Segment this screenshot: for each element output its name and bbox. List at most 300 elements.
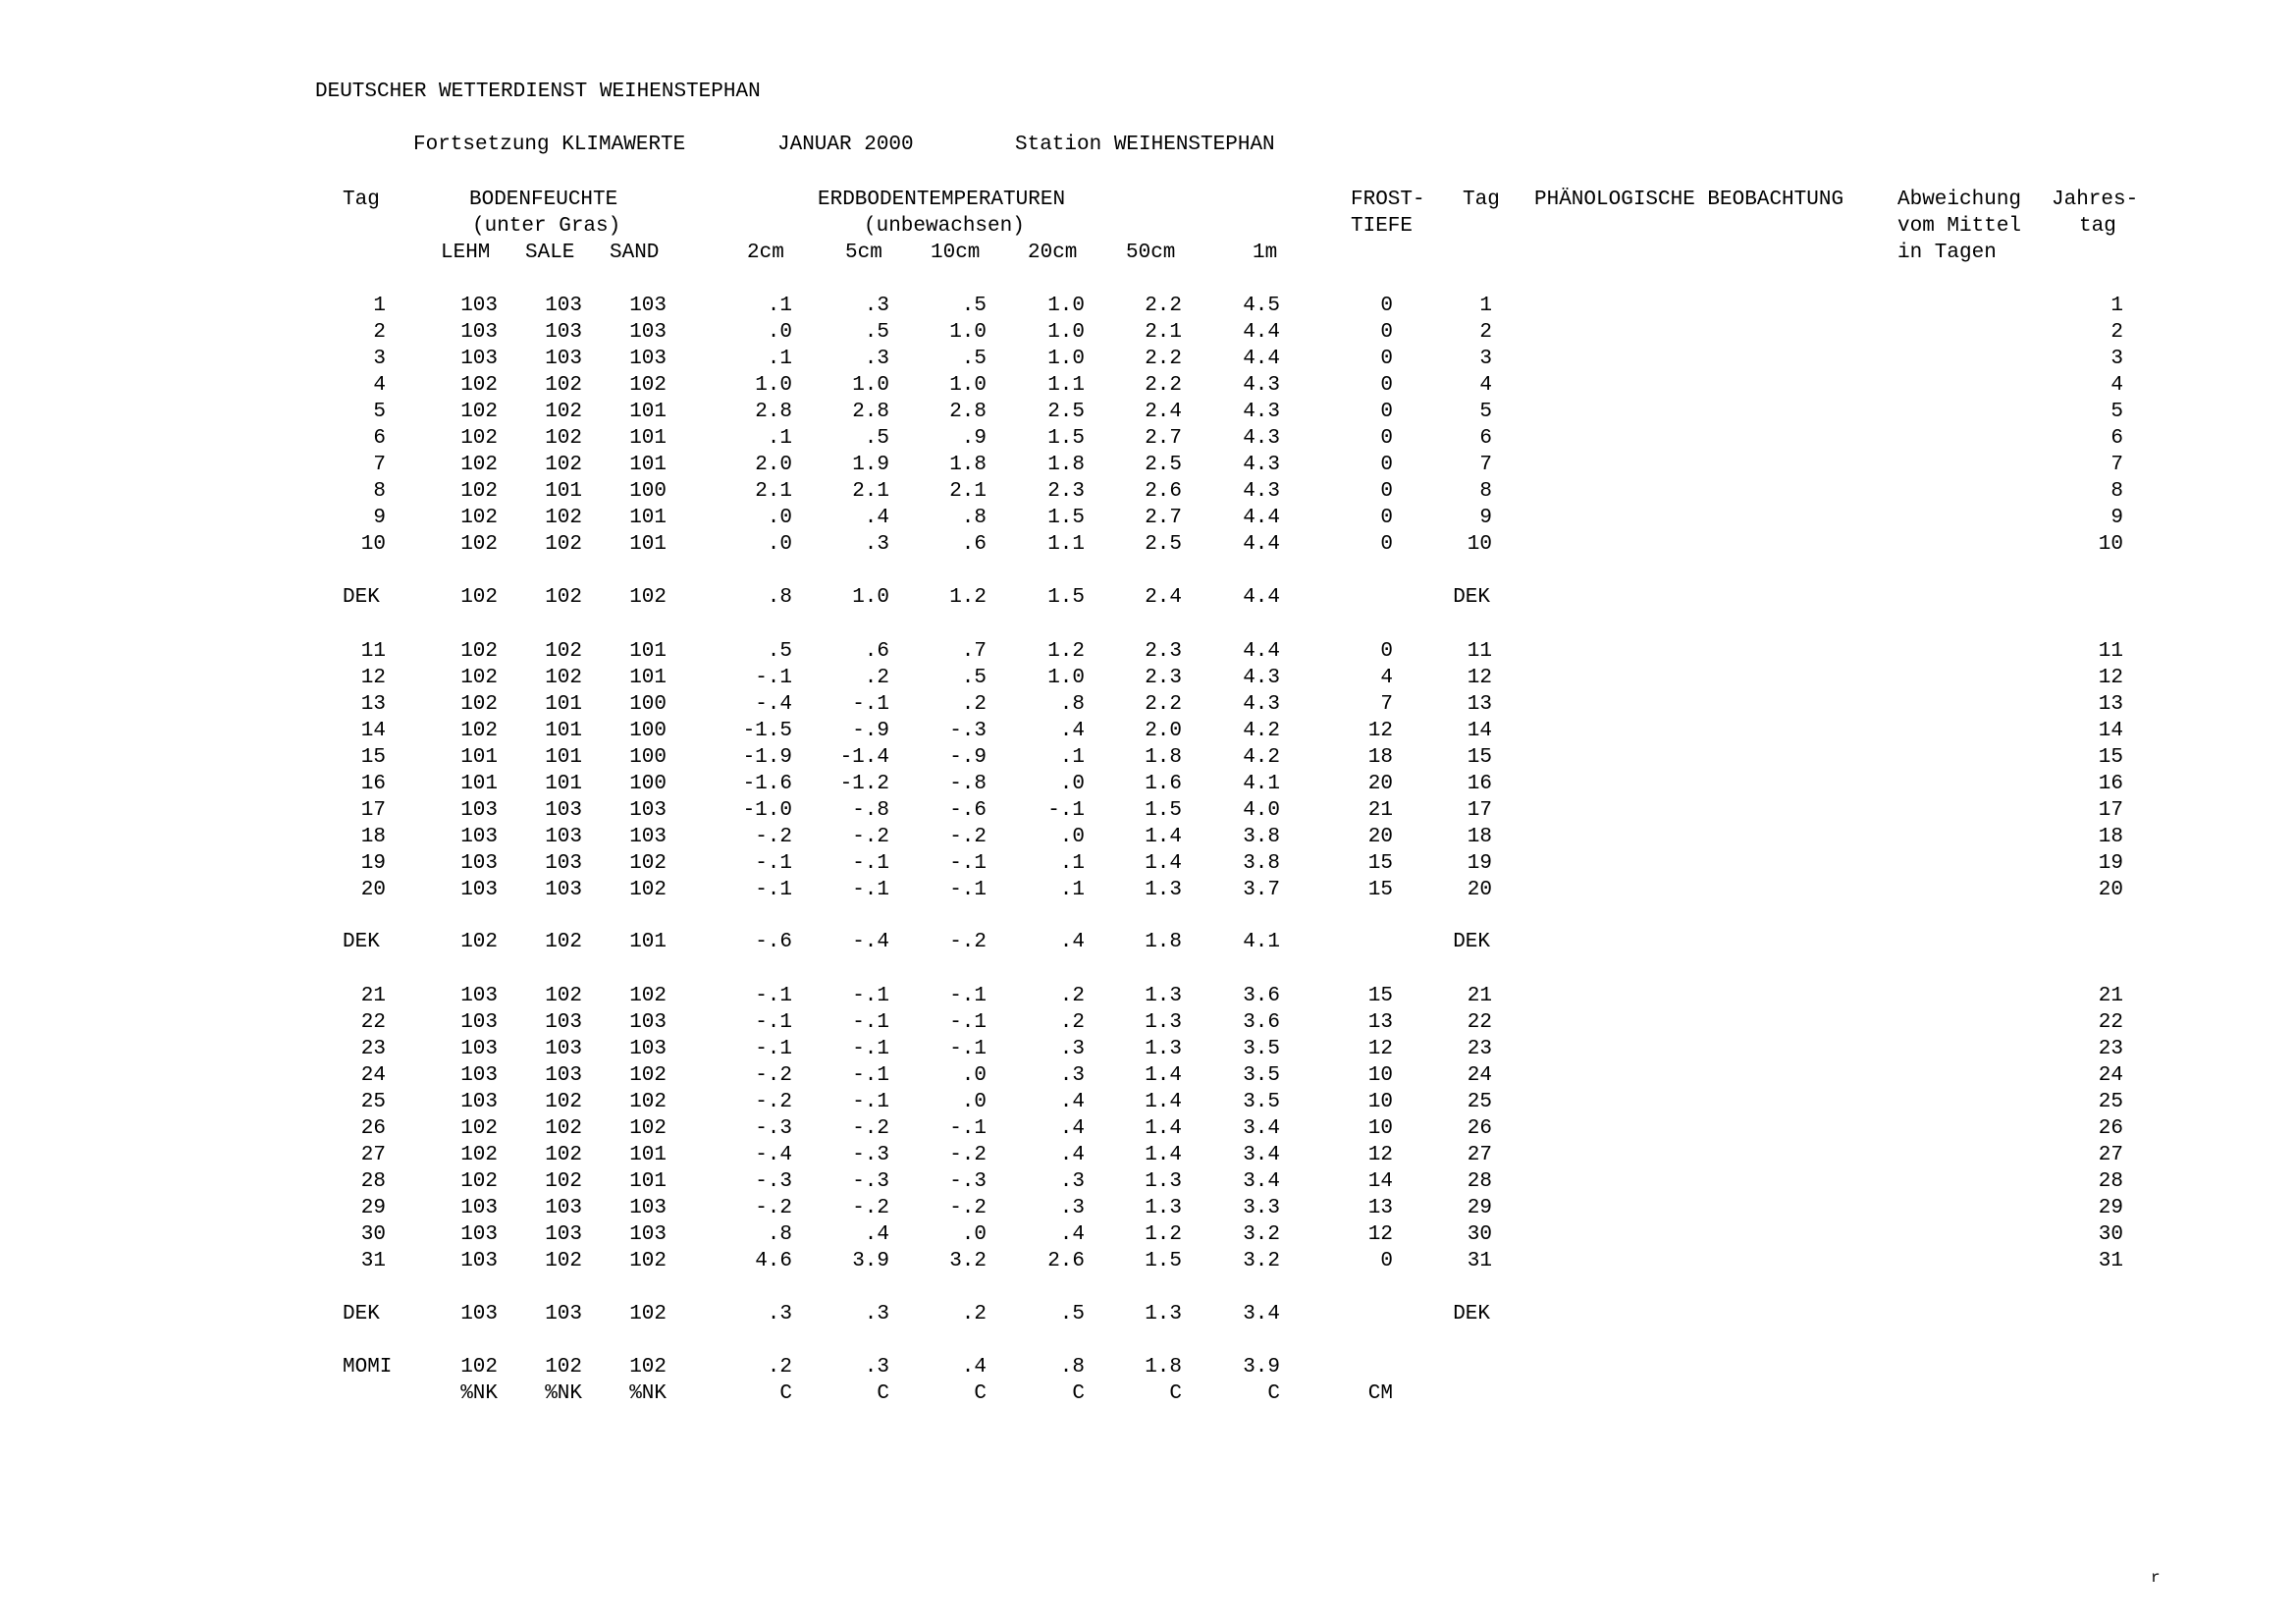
cell-sale: 103 — [545, 1197, 582, 1219]
cell-t2: .0 — [767, 533, 792, 556]
cell-sand: 102 — [629, 586, 667, 609]
cell-t2: -.1 — [755, 879, 792, 901]
cell-tag2: DEK — [1453, 586, 1490, 609]
cell-t100: 3.2 — [1243, 1223, 1280, 1246]
cell-jahr: 21 — [2098, 985, 2123, 1007]
cell-t2: .5 — [767, 640, 792, 663]
cell-t20: 1.0 — [1047, 667, 1085, 689]
cell-t100: 4.3 — [1243, 667, 1280, 689]
cell-jahr: 19 — [2098, 852, 2123, 875]
cell-lehm: 102 — [460, 533, 498, 556]
cell-lehm: 103 — [460, 826, 498, 848]
cell-t20: 1.1 — [1047, 374, 1085, 397]
cell-t20: 1.5 — [1047, 586, 1085, 609]
cell-lehm: 103 — [460, 1303, 498, 1325]
cell-t5: -.8 — [852, 799, 889, 822]
cell-t10: -.8 — [949, 773, 987, 795]
cell-frost: 0 — [1380, 295, 1393, 317]
cell-sale: 102 — [545, 454, 582, 476]
cell-sale: 102 — [545, 985, 582, 1007]
cell-tag2: 31 — [1467, 1250, 1492, 1272]
cell-sale: 103 — [545, 1038, 582, 1060]
cell-tag2: 16 — [1467, 773, 1492, 795]
col-frost-tiefe: TIEFE — [1351, 215, 1414, 238]
cell-frost: 14 — [1367, 1170, 1393, 1193]
cell-t100: 3.2 — [1243, 1250, 1280, 1272]
cell-tag2: 13 — [1467, 693, 1492, 716]
cell-t10: .5 — [961, 295, 987, 317]
cell-t2: -.1 — [755, 985, 792, 1007]
cell-lehm: 103 — [460, 295, 498, 317]
cell-frost: 15 — [1367, 879, 1393, 901]
cell-t50: 1.4 — [1145, 1091, 1182, 1113]
cell-t5: 2.1 — [852, 480, 889, 503]
cell-lehm: 102 — [460, 931, 498, 953]
cell-frost: CM — [1367, 1382, 1393, 1405]
cell-sand: %NK — [629, 1382, 667, 1405]
cell-t50: 1.3 — [1145, 879, 1182, 901]
cell-t100: 4.3 — [1243, 454, 1280, 476]
cell-t20: .5 — [1059, 1303, 1085, 1325]
cell-t20: 2.6 — [1047, 1250, 1085, 1272]
cell-t50: 2.4 — [1145, 586, 1182, 609]
cell-t50: 1.3 — [1145, 1038, 1182, 1060]
col-10cm: 10cm — [931, 242, 981, 264]
cell-t10: .0 — [961, 1223, 987, 1246]
cell-sand: 103 — [629, 1038, 667, 1060]
cell-t2: -.2 — [755, 1064, 792, 1087]
cell-t100: 3.5 — [1243, 1091, 1280, 1113]
cell-t50: 2.5 — [1145, 454, 1182, 476]
cell-t20: .4 — [1059, 1223, 1085, 1246]
cell-t100: 3.5 — [1243, 1038, 1280, 1060]
cell-tag: 30 — [360, 1223, 386, 1246]
cell-lehm: 102 — [460, 667, 498, 689]
cell-t5: -.9 — [852, 720, 889, 742]
cell-t50: 2.0 — [1145, 720, 1182, 742]
cell-t2: -1.0 — [742, 799, 792, 822]
cell-jahr: 15 — [2098, 746, 2123, 769]
col-tag-2: Tag — [1463, 189, 1500, 211]
cell-t20: .4 — [1059, 1091, 1085, 1113]
cell-t5: -.1 — [852, 1064, 889, 1087]
cell-t100: 4.4 — [1243, 640, 1280, 663]
cell-t100: 3.4 — [1243, 1144, 1280, 1166]
cell-t5: -.2 — [852, 1197, 889, 1219]
cell-frost: 0 — [1380, 427, 1393, 450]
cell-t10: 2.8 — [949, 401, 987, 423]
cell-t10: -.1 — [949, 1011, 987, 1034]
cell-t20: .8 — [1059, 693, 1085, 716]
cell-jahr: 1 — [2110, 295, 2123, 317]
cell-t5: C — [877, 1382, 889, 1405]
cell-t2: -1.6 — [742, 773, 792, 795]
cell-sand: 102 — [629, 879, 667, 901]
cell-t2: .8 — [767, 1223, 792, 1246]
cell-t50: 2.3 — [1145, 640, 1182, 663]
cell-t10: -.1 — [949, 1117, 987, 1140]
cell-t100: 3.4 — [1243, 1170, 1280, 1193]
cell-t50: 2.6 — [1145, 480, 1182, 503]
cell-t20: 1.2 — [1047, 640, 1085, 663]
cell-tag2: 11 — [1467, 640, 1492, 663]
cell-tag2: 29 — [1467, 1197, 1492, 1219]
cell-t100: 3.7 — [1243, 879, 1280, 901]
cell-t50: 1.6 — [1145, 773, 1182, 795]
cell-t10: .0 — [961, 1064, 987, 1087]
cell-frost: 20 — [1367, 826, 1393, 848]
org-title: DEUTSCHER WETTERDIENST WEIHENSTEPHAN — [315, 81, 761, 103]
cell-sand: 101 — [629, 401, 667, 423]
cell-sand: 101 — [629, 1144, 667, 1166]
cell-jahr: 26 — [2098, 1117, 2123, 1140]
cell-t10: .2 — [961, 693, 987, 716]
cell-t100: 3.8 — [1243, 852, 1280, 875]
cell-lehm: 103 — [460, 348, 498, 370]
cell-t2: -.1 — [755, 1038, 792, 1060]
cell-t5: -.1 — [852, 1038, 889, 1060]
cell-sale: 103 — [545, 879, 582, 901]
cell-tag2: 26 — [1467, 1117, 1492, 1140]
cell-t20: .1 — [1059, 746, 1085, 769]
cell-sale: 102 — [545, 374, 582, 397]
cell-t10: -.6 — [949, 799, 987, 822]
cell-lehm: 103 — [460, 1091, 498, 1113]
cell-lehm: 103 — [460, 879, 498, 901]
cell-jahr: 29 — [2098, 1197, 2123, 1219]
col-2cm: 2cm — [747, 242, 784, 264]
cell-tag2: DEK — [1453, 931, 1490, 953]
cell-t100: 4.2 — [1243, 746, 1280, 769]
cell-t50: 1.4 — [1145, 852, 1182, 875]
col-5cm: 5cm — [845, 242, 882, 264]
cell-t10: -.3 — [949, 720, 987, 742]
cell-tag: 8 — [373, 480, 386, 503]
cell-t50: 1.8 — [1145, 1356, 1182, 1379]
cell-t20: .4 — [1059, 931, 1085, 953]
cell-t10: .8 — [961, 507, 987, 529]
cell-sand: 103 — [629, 1011, 667, 1034]
cell-sand: 102 — [629, 852, 667, 875]
cell-tag: 22 — [360, 1011, 386, 1034]
cell-sale: 102 — [545, 533, 582, 556]
cell-t50: 1.5 — [1145, 799, 1182, 822]
cell-tag: 29 — [360, 1197, 386, 1219]
cell-t20: 1.5 — [1047, 427, 1085, 450]
cell-tag: DEK — [343, 1303, 380, 1325]
cell-tag2: 6 — [1479, 427, 1492, 450]
cell-t50: 2.2 — [1145, 693, 1182, 716]
cell-tag: 21 — [360, 985, 386, 1007]
cell-t20: .3 — [1059, 1038, 1085, 1060]
cell-t50: 1.3 — [1145, 1170, 1182, 1193]
cell-tag2: 22 — [1467, 1011, 1492, 1034]
cell-sand: 100 — [629, 773, 667, 795]
cell-tag2: 23 — [1467, 1038, 1492, 1060]
cell-tag2: 28 — [1467, 1170, 1492, 1193]
cell-t10: -.1 — [949, 879, 987, 901]
cell-frost: 0 — [1380, 321, 1393, 344]
cell-t10: 3.2 — [949, 1250, 987, 1272]
cell-sand: 101 — [629, 1170, 667, 1193]
cell-t10: C — [974, 1382, 987, 1405]
cell-jahr: 14 — [2098, 720, 2123, 742]
cell-t20: .8 — [1059, 1356, 1085, 1379]
cell-t20: 1.1 — [1047, 533, 1085, 556]
cell-t2: -.6 — [755, 931, 792, 953]
cell-sand: 101 — [629, 667, 667, 689]
cell-t100: 4.3 — [1243, 693, 1280, 716]
cell-t2: .2 — [767, 1356, 792, 1379]
cell-frost: 15 — [1367, 985, 1393, 1007]
cell-tag: 19 — [360, 852, 386, 875]
cell-t5: -1.4 — [839, 746, 889, 769]
cell-jahr: 17 — [2098, 799, 2123, 822]
cell-t10: -.3 — [949, 1170, 987, 1193]
cell-t100: 4.3 — [1243, 374, 1280, 397]
cell-frost: 21 — [1367, 799, 1393, 822]
cell-t10: -.2 — [949, 931, 987, 953]
cell-t5: -.4 — [852, 931, 889, 953]
cell-lehm: 102 — [460, 374, 498, 397]
sheet-month: JANUAR 2000 — [777, 134, 914, 156]
cell-t2: 4.6 — [755, 1250, 792, 1272]
cell-lehm: 103 — [460, 1197, 498, 1219]
cell-sale: 103 — [545, 826, 582, 848]
cell-t10: .5 — [961, 348, 987, 370]
col-abweichung: Abweichung — [1897, 189, 2022, 211]
col-50cm: 50cm — [1126, 242, 1176, 264]
cell-t2: C — [779, 1382, 792, 1405]
cell-t10: 2.1 — [949, 480, 987, 503]
cell-sand: 101 — [629, 640, 667, 663]
cell-jahr: 22 — [2098, 1011, 2123, 1034]
cell-sand: 101 — [629, 931, 667, 953]
cell-t2: -.4 — [755, 1144, 792, 1166]
cell-tag: 13 — [360, 693, 386, 716]
cell-t20: C — [1072, 1382, 1085, 1405]
cell-lehm: 102 — [460, 693, 498, 716]
cell-t100: 4.4 — [1243, 586, 1280, 609]
cell-tag2: 15 — [1467, 746, 1492, 769]
col-in-tagen: in Tagen — [1897, 242, 1997, 264]
cell-t100: 3.5 — [1243, 1064, 1280, 1087]
cell-t5: -.1 — [852, 1011, 889, 1034]
cell-frost: 13 — [1367, 1197, 1393, 1219]
cell-frost: 10 — [1367, 1064, 1393, 1087]
cell-jahr: 7 — [2110, 454, 2123, 476]
cell-t5: -1.2 — [839, 773, 889, 795]
cell-tag: 18 — [360, 826, 386, 848]
cell-jahr: 5 — [2110, 401, 2123, 423]
cell-t10: .5 — [961, 667, 987, 689]
cell-tag2: 20 — [1467, 879, 1492, 901]
cell-tag: 7 — [373, 454, 386, 476]
cell-tag2: 8 — [1479, 480, 1492, 503]
cell-frost: 0 — [1380, 640, 1393, 663]
col-tag: Tag — [343, 189, 380, 211]
cell-sand: 103 — [629, 348, 667, 370]
cell-sand: 103 — [629, 826, 667, 848]
cell-t100: C — [1267, 1382, 1280, 1405]
cell-t100: 3.6 — [1243, 1011, 1280, 1034]
cell-tag2: 27 — [1467, 1144, 1492, 1166]
cell-sand: 101 — [629, 507, 667, 529]
cell-t50: 2.3 — [1145, 667, 1182, 689]
cell-jahr: 6 — [2110, 427, 2123, 450]
cell-tag: 16 — [360, 773, 386, 795]
col-bodenfeuchte-sub: (unter Gras) — [472, 215, 621, 238]
cell-lehm: 102 — [460, 720, 498, 742]
cell-t5: 1.9 — [852, 454, 889, 476]
cell-jahr: 11 — [2098, 640, 2123, 663]
cell-t50: 1.3 — [1145, 985, 1182, 1007]
cell-lehm: 103 — [460, 1064, 498, 1087]
cell-t10: -.1 — [949, 1038, 987, 1060]
cell-frost: 0 — [1380, 454, 1393, 476]
cell-t10: .7 — [961, 640, 987, 663]
cell-frost: 0 — [1380, 374, 1393, 397]
cell-jahr: 20 — [2098, 879, 2123, 901]
cell-sand: 103 — [629, 321, 667, 344]
cell-lehm: 102 — [460, 1170, 498, 1193]
cell-t5: .3 — [864, 1356, 889, 1379]
cell-tag: 27 — [360, 1144, 386, 1166]
cell-t10: -.9 — [949, 746, 987, 769]
cell-t20: .1 — [1059, 852, 1085, 875]
cell-tag2: 3 — [1479, 348, 1492, 370]
cell-sand: 100 — [629, 746, 667, 769]
cell-tag2: 7 — [1479, 454, 1492, 476]
cell-sale: 102 — [545, 1091, 582, 1113]
cell-sale: 101 — [545, 773, 582, 795]
cell-frost: 4 — [1380, 667, 1393, 689]
cell-sand: 101 — [629, 427, 667, 450]
cell-sand: 102 — [629, 1250, 667, 1272]
cell-lehm: 102 — [460, 640, 498, 663]
cell-tag2: 21 — [1467, 985, 1492, 1007]
cell-tag: 6 — [373, 427, 386, 450]
cell-jahr: 25 — [2098, 1091, 2123, 1113]
cell-t10: -.1 — [949, 852, 987, 875]
cell-sand: 100 — [629, 720, 667, 742]
cell-t50: 2.5 — [1145, 533, 1182, 556]
col-frost: FROST- — [1351, 189, 1425, 211]
cell-sale: 102 — [545, 1356, 582, 1379]
cell-t20: .0 — [1059, 826, 1085, 848]
cell-t100: 3.4 — [1243, 1303, 1280, 1325]
cell-sale: 101 — [545, 720, 582, 742]
cell-tag2: 10 — [1467, 533, 1492, 556]
cell-t50: 1.4 — [1145, 1144, 1182, 1166]
cell-tag2: 12 — [1467, 667, 1492, 689]
cell-t5: -.1 — [852, 879, 889, 901]
cell-tag: 15 — [360, 746, 386, 769]
cell-sand: 102 — [629, 1064, 667, 1087]
cell-t2: 2.1 — [755, 480, 792, 503]
cell-t5: .4 — [864, 1223, 889, 1246]
cell-lehm: 102 — [460, 454, 498, 476]
cell-t5: -.2 — [852, 826, 889, 848]
cell-t5: .5 — [864, 321, 889, 344]
cell-lehm: 103 — [460, 985, 498, 1007]
cell-t2: -.4 — [755, 693, 792, 716]
col-jahrestag: Jahres- — [2052, 189, 2139, 211]
cell-t50: 2.2 — [1145, 295, 1182, 317]
col-sale: SALE — [525, 242, 575, 264]
sheet-subtitle: Fortsetzung KLIMAWERTE — [413, 134, 686, 156]
cell-tag2: 1 — [1479, 295, 1492, 317]
cell-t5: -.3 — [852, 1144, 889, 1166]
cell-t50: 2.2 — [1145, 374, 1182, 397]
cell-tag2: 5 — [1479, 401, 1492, 423]
cell-t2: -1.5 — [742, 720, 792, 742]
cell-frost: 12 — [1367, 720, 1393, 742]
cell-sand: 102 — [629, 1303, 667, 1325]
cell-t100: 4.3 — [1243, 480, 1280, 503]
cell-t50: 1.2 — [1145, 1223, 1182, 1246]
cell-t5: 1.0 — [852, 374, 889, 397]
cell-sale: 102 — [545, 586, 582, 609]
cell-t10: 1.0 — [949, 321, 987, 344]
cell-t5: .2 — [864, 667, 889, 689]
cell-sale: 101 — [545, 693, 582, 716]
cell-jahr: 23 — [2098, 1038, 2123, 1060]
cell-tag: DEK — [343, 586, 380, 609]
cell-tag: 9 — [373, 507, 386, 529]
cell-sand: 102 — [629, 1117, 667, 1140]
cell-tag: 2 — [373, 321, 386, 344]
cell-t50: 2.1 — [1145, 321, 1182, 344]
cell-jahr: 4 — [2110, 374, 2123, 397]
cell-t10: .4 — [961, 1356, 987, 1379]
cell-frost: 12 — [1367, 1223, 1393, 1246]
cell-t50: 1.4 — [1145, 1117, 1182, 1140]
cell-sale: 103 — [545, 852, 582, 875]
cell-tag2: 18 — [1467, 826, 1492, 848]
cell-tag2: 24 — [1467, 1064, 1492, 1087]
cell-jahr: 3 — [2110, 348, 2123, 370]
cell-t2: -.3 — [755, 1170, 792, 1193]
cell-t10: .9 — [961, 427, 987, 450]
col-vom-mittel: vom Mittel — [1897, 215, 2022, 238]
cell-frost: 15 — [1367, 852, 1393, 875]
cell-sale: 103 — [545, 348, 582, 370]
cell-tag2: 17 — [1467, 799, 1492, 822]
cell-jahr: 8 — [2110, 480, 2123, 503]
cell-jahr: 2 — [2110, 321, 2123, 344]
cell-t50: 1.3 — [1145, 1011, 1182, 1034]
cell-frost: 0 — [1380, 480, 1393, 503]
cell-lehm: 102 — [460, 480, 498, 503]
cell-t5: 2.8 — [852, 401, 889, 423]
cell-frost: 0 — [1380, 1250, 1393, 1272]
cell-t5: -.2 — [852, 1117, 889, 1140]
cell-tag: 25 — [360, 1091, 386, 1113]
cell-t20: 2.5 — [1047, 401, 1085, 423]
cell-sand: 102 — [629, 1091, 667, 1113]
cell-t50: 1.4 — [1145, 826, 1182, 848]
cell-jahr: 9 — [2110, 507, 2123, 529]
cell-t100: 4.1 — [1243, 931, 1280, 953]
cell-lehm: 102 — [460, 1144, 498, 1166]
cell-t2: .8 — [767, 586, 792, 609]
cell-frost: 0 — [1380, 401, 1393, 423]
cell-t20: .4 — [1059, 720, 1085, 742]
cell-sand: 103 — [629, 1197, 667, 1219]
cell-tag2: 30 — [1467, 1223, 1492, 1246]
cell-jahr: 31 — [2098, 1250, 2123, 1272]
